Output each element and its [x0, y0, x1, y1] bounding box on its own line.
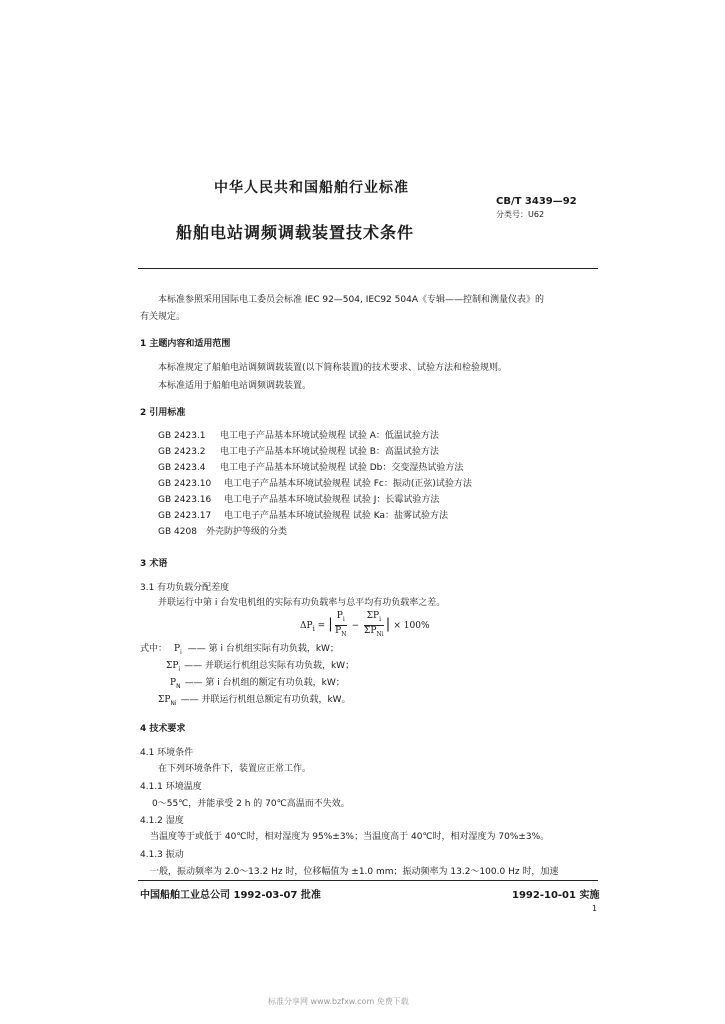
- ref-text: 电工电子产品基本环境试验规程 试验 B：高温试验方法: [220, 447, 439, 457]
- eq-f1-den: P: [335, 626, 342, 636]
- def-symbol-sub: i: [180, 648, 182, 656]
- def-symbol: P: [174, 644, 181, 654]
- section-4-1-2-text: 当温度等于或低于 40℃时，相对湿度为 95%±3%；当温度高于 40℃时，相对湿度为 70%±3%。: [150, 832, 550, 842]
- standard-org-title: 中华人民共和国船舶行业标准: [214, 180, 409, 196]
- list-item: [158, 492, 439, 505]
- section-4-1-heading: 4.1 环境条件: [140, 748, 194, 758]
- implementation-date: 1992-10-01 实施: [512, 890, 600, 901]
- def-text: —— 并联运行机组总实际有功负载，kW；: [184, 661, 355, 671]
- def-symbol-sub: N: [176, 682, 181, 690]
- approval-statement: 中国船舶工业总公司 1992-03-07 批准: [140, 890, 321, 901]
- section-4-1-1-text: 0～55℃，并能承受 2 h 的 70℃高温而不失效。: [152, 799, 350, 809]
- page-number: 1: [592, 904, 598, 913]
- definition-row: [158, 692, 351, 707]
- ref-code: GB 4208: [158, 527, 197, 537]
- ref-text: 外壳防护等级的分类: [206, 527, 288, 537]
- ref-code: GB 2423.1: [158, 431, 206, 441]
- def-text: —— 第 i 台机组的额定有功负载，kW；: [184, 678, 345, 688]
- section-1-para-1: 本标准规定了船舶电站调频调载装置(以下简称装置)的技术要求、试验方法和检验规则。: [158, 363, 508, 373]
- eq-equals: =: [314, 621, 329, 631]
- section-1-para-2: 本标准适用于船舶电站调频调载装置。: [158, 381, 312, 391]
- ref-code: GB 2423.2: [158, 447, 206, 457]
- eq-tail: × 100%: [393, 621, 430, 631]
- section-4-1-3-text: 一般，振动频率为 2.0～13.2 Hz 时，位移幅值为 ±1.0 mm；振动频率为 13.2～100.0 Hz 时，加速: [150, 867, 559, 877]
- ref-text: 电工电子产品基本环境试验规程 试验 Ka：盐雾试验方法: [224, 511, 448, 521]
- list-item: [158, 460, 463, 473]
- def-symbol: ΣP: [166, 661, 179, 671]
- ref-text: 电工电子产品基本环境试验规程 试验 A：低温试验方法: [220, 431, 439, 441]
- eq-f2-num: ΣP: [366, 611, 380, 622]
- eq-f1-num: P: [336, 611, 343, 622]
- term-3-1-definition: 并联运行中第 i 台发电机组的实际有功负载率与总平均有功负载率之差。: [158, 598, 446, 608]
- watermark-text: 标准分享网 www.bzfxw.com 免费下载: [268, 997, 409, 1006]
- definition-row: [166, 658, 354, 673]
- section-4-1-3-heading: 4.1.3 振动: [140, 850, 184, 860]
- def-text: —— 第 i 台机组实际有功负载，kW；: [187, 644, 339, 654]
- eq-minus: −: [348, 621, 363, 631]
- eq-f1-den-sub: N: [341, 630, 347, 638]
- section-4-1-1-heading: 4.1.1 环境温度: [140, 782, 202, 792]
- header-divider: [138, 268, 598, 269]
- eq-f2-den: ΣP: [364, 626, 377, 636]
- ref-code: GB 2423.4: [158, 463, 206, 473]
- section-1-heading: 1 主题内容和适用范围: [140, 339, 231, 349]
- list-item: [158, 508, 448, 521]
- intro-line-2: 有关规定。: [140, 312, 186, 322]
- eq-abs-right: |: [385, 616, 391, 632]
- list-item: [158, 428, 439, 441]
- document-title: 船舶电站调频调载装置技术条件: [176, 223, 415, 242]
- section-4-1-text: 在下列环境条件下，装置应正常工作。: [158, 764, 312, 774]
- def-symbol-sub: i: [178, 665, 181, 673]
- list-item: [158, 524, 287, 537]
- list-item: [158, 476, 472, 489]
- footer-divider: [138, 880, 598, 881]
- eq-lhs: ΔP: [300, 621, 313, 631]
- eq-f2-num-sub: i: [379, 616, 382, 623]
- def-symbol-sub: Ni: [170, 699, 177, 707]
- ref-text: 电工电子产品基本环境试验规程 试验 J：长霉试验方法: [224, 495, 440, 505]
- def-symbol: P: [170, 678, 177, 688]
- definition-row: [174, 641, 339, 656]
- eq-abs-left: |: [328, 616, 333, 632]
- ref-code: GB 2423.10: [158, 479, 212, 489]
- ref-code: GB 2423.16: [158, 495, 212, 505]
- list-item: [158, 444, 439, 457]
- ref-code: GB 2423.17: [158, 511, 212, 521]
- ref-text: 电工电子产品基本环境试验规程 试验 Db：交变湿热试验方法: [220, 463, 464, 473]
- load-deviation-equation: [300, 610, 430, 638]
- ref-text: 电工电子产品基本环境试验规程 试验 Fc：振动(正弦)试验方法: [224, 479, 472, 489]
- standard-code: CB/T 3439—92: [496, 196, 577, 207]
- section-4-heading: 4 技术要求: [140, 724, 186, 734]
- classification-number: 分类号：U62: [496, 210, 545, 219]
- def-text: —— 并联运行机组总额定有功负载，kW。: [180, 695, 351, 705]
- where-label: 式中：: [140, 644, 168, 654]
- definition-row: [170, 675, 345, 690]
- eq-f1-num-sub: i: [342, 616, 345, 623]
- eq-fraction-1: [335, 611, 347, 640]
- term-3-1-heading: 3.1 有功负载分配差度: [140, 583, 230, 593]
- eq-fraction-2: [364, 611, 384, 640]
- def-symbol: ΣP: [158, 695, 171, 705]
- section-4-1-2-heading: 4.1.2 湿度: [140, 816, 184, 826]
- section-2-heading: 2 引用标准: [140, 408, 186, 418]
- eq-f2-den-sub: Ni: [376, 630, 384, 638]
- intro-line-1: 本标准参照采用国际电工委员会标准 IEC 92—504, IEC92 504A《专辑——控制和测量仪表》的: [158, 295, 544, 305]
- section-3-heading: 3 术语: [140, 559, 168, 569]
- eq-lhs-sub: i: [312, 624, 315, 633]
